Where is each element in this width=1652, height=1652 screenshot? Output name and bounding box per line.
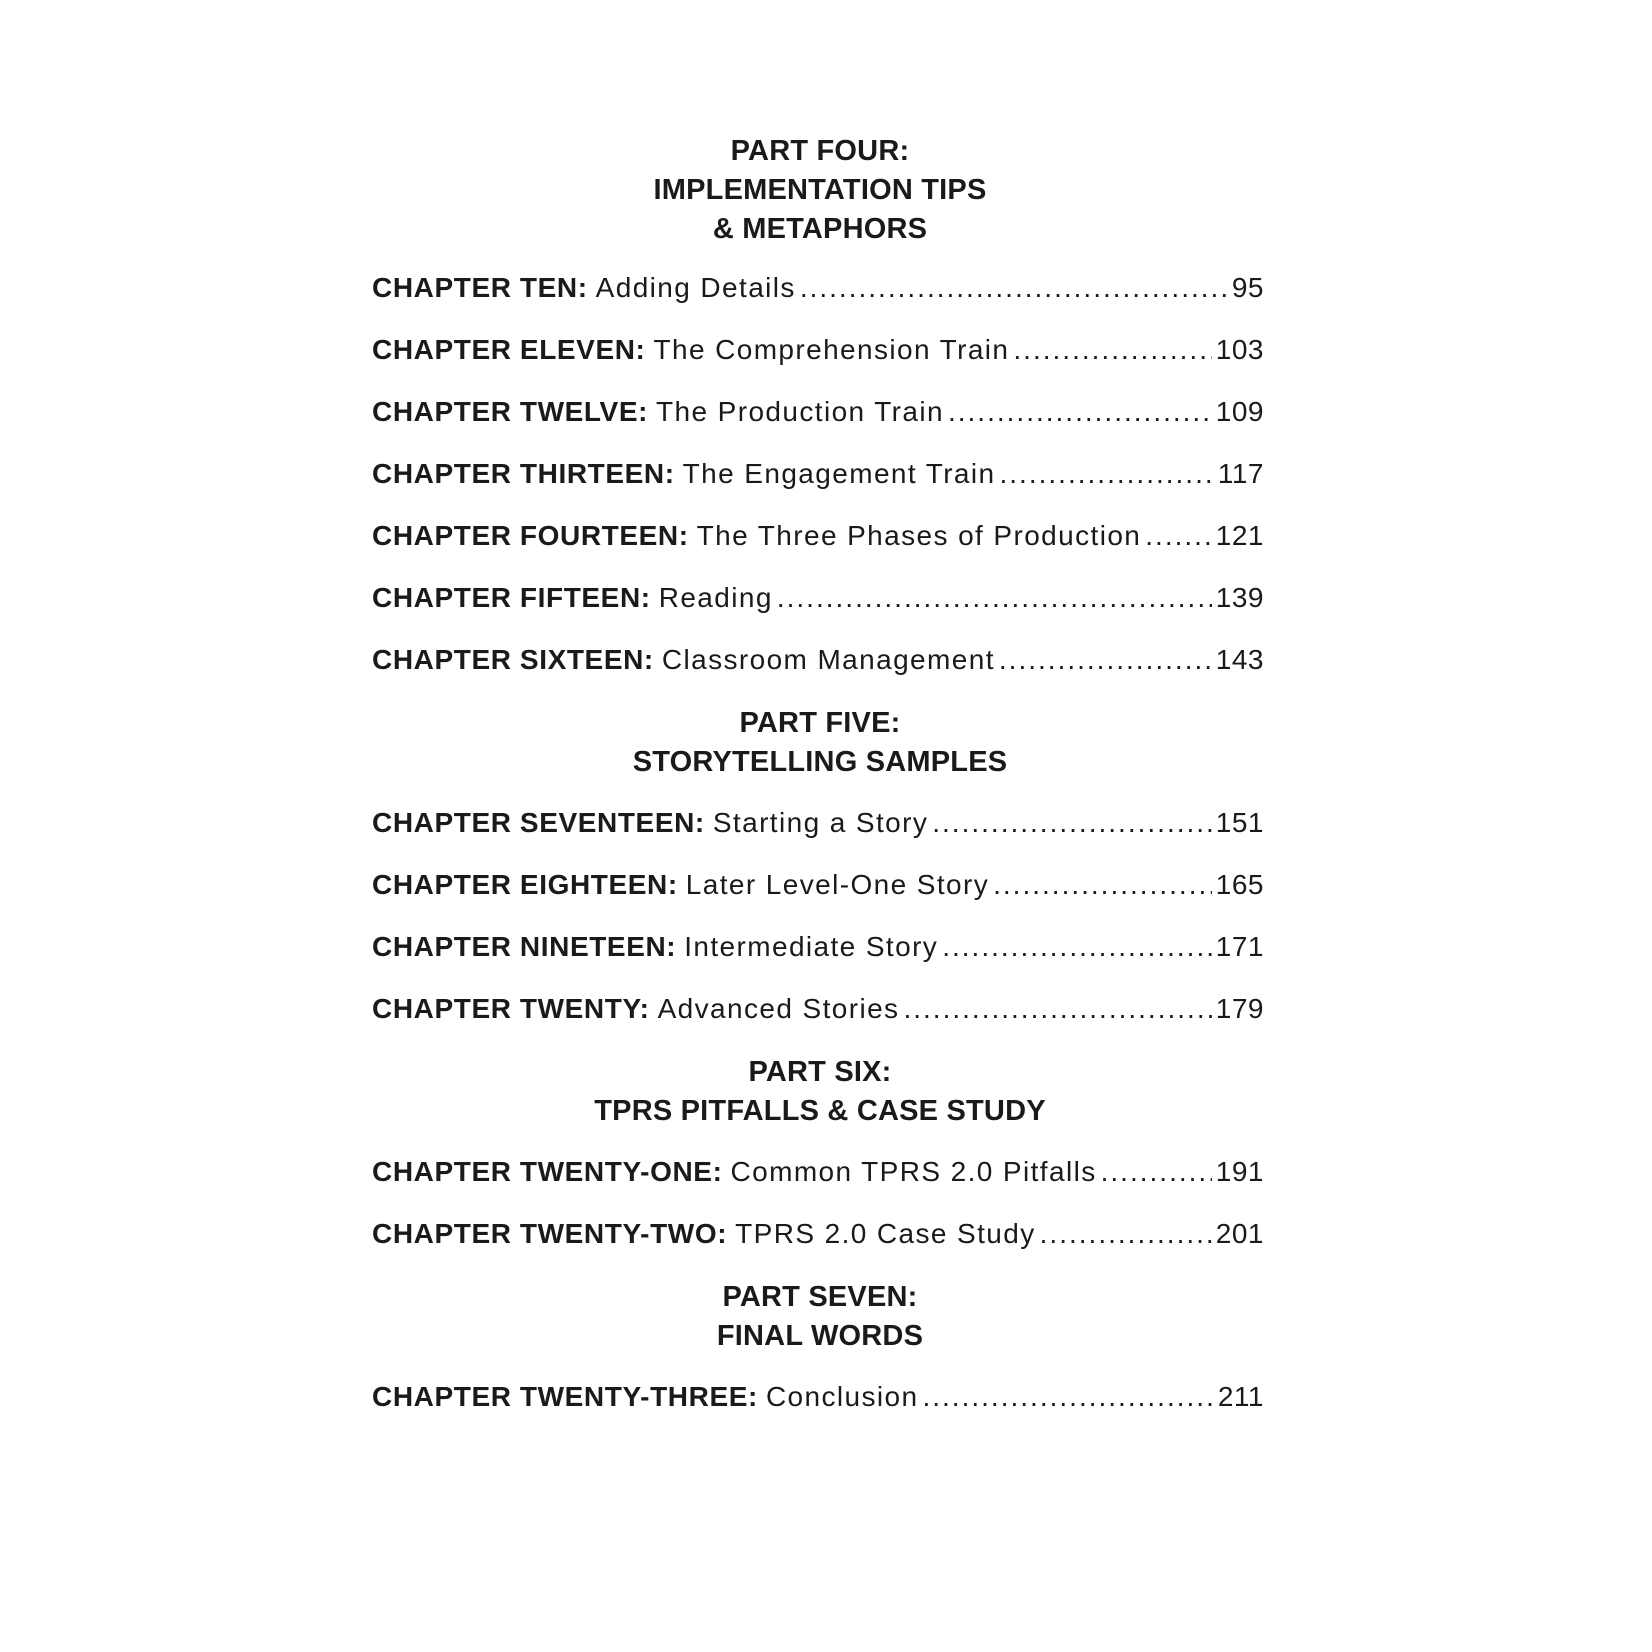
- chapter-title: Common TPRS 2.0 Pitfalls: [730, 1156, 1097, 1187]
- page-number: 109: [1215, 396, 1264, 427]
- chapter-title: The Engagement Train: [682, 458, 996, 489]
- toc-entry-chapter-seventeen: [372, 803, 1264, 843]
- chapter-label: CHAPTER SIXTEEN:: [372, 644, 654, 675]
- part-heading-line: PART SIX:: [748, 1056, 892, 1088]
- chapter-label: CHAPTER FOURTEEN:: [372, 520, 689, 551]
- toc-entry-chapter-ten: [372, 268, 1264, 308]
- part-heading-line: FINAL WORDS: [716, 1320, 924, 1352]
- chapter-label: CHAPTER TWENTY-TWO:: [372, 1218, 728, 1249]
- leader-dots: [948, 392, 1212, 432]
- chapter-label: CHAPTER TWENTY:: [372, 993, 650, 1024]
- page-number: 179: [1215, 993, 1264, 1024]
- chapter-label: CHAPTER TWENTY-THREE:: [372, 1381, 758, 1412]
- leader-dots: [942, 927, 1212, 967]
- page-number: 139: [1215, 582, 1264, 613]
- part-six-heading: [300, 1053, 1340, 1131]
- page-number: 165: [1215, 869, 1264, 900]
- chapter-title: Reading: [658, 582, 773, 613]
- part-heading-line: PART SEVEN:: [722, 1281, 918, 1313]
- toc-entry-chapter-twenty-one: [372, 1152, 1264, 1192]
- leader-dots: [1040, 1214, 1212, 1254]
- toc-entry-chapter-eighteen: [372, 865, 1264, 905]
- chapter-label: CHAPTER SEVENTEEN:: [372, 807, 705, 838]
- page-number: 143: [1215, 644, 1264, 675]
- part-heading-line: PART FIVE:: [739, 707, 901, 739]
- leader-dots: [922, 1377, 1213, 1417]
- chapter-title: The Production Train: [656, 396, 944, 427]
- toc-entry-chapter-fourteen: [372, 516, 1264, 556]
- chapter-title: Classroom Management: [661, 644, 995, 675]
- page-number: 171: [1215, 931, 1264, 962]
- chapter-label: CHAPTER TWELVE:: [372, 396, 649, 427]
- chapter-title: Conclusion: [765, 1381, 919, 1412]
- toc-entry-chapter-twenty-three: [372, 1377, 1264, 1417]
- part-five-heading: [300, 704, 1340, 782]
- toc-entry-chapter-fifteen: [372, 578, 1264, 618]
- chapter-title: Advanced Stories: [657, 993, 900, 1024]
- page-number: 201: [1215, 1218, 1264, 1249]
- chapter-label: CHAPTER THIRTEEN:: [372, 458, 675, 489]
- part-heading-line: STORYTELLING SAMPLES: [632, 746, 1008, 778]
- chapter-label: CHAPTER ELEVEN:: [372, 334, 646, 365]
- toc-entry-chapter-sixteen: [372, 640, 1264, 680]
- toc-entry-chapter-twenty: [372, 989, 1264, 1029]
- chapter-label: CHAPTER TEN:: [372, 272, 588, 303]
- page-number: 191: [1215, 1156, 1264, 1187]
- page-number: 95: [1231, 272, 1264, 303]
- part-heading-line: PART FOUR:: [730, 135, 910, 167]
- chapter-label: CHAPTER FIFTEEN:: [372, 582, 651, 613]
- leader-dots: [777, 578, 1212, 618]
- chapter-label: CHAPTER TWENTY-ONE:: [372, 1156, 723, 1187]
- toc-entry-chapter-thirteen: [372, 454, 1264, 494]
- toc-entry-chapter-nineteen: [372, 927, 1264, 967]
- chapter-title: Later Level-One Story: [685, 869, 990, 900]
- leader-dots: [903, 989, 1211, 1029]
- part-heading-line: IMPLEMENTATION TIPS: [653, 174, 987, 206]
- leader-dots: [1145, 516, 1212, 556]
- leader-dots: [999, 640, 1212, 680]
- page-number: 103: [1215, 334, 1264, 365]
- leader-dots: [1000, 454, 1214, 494]
- leader-dots: [1013, 330, 1211, 370]
- toc-entry-chapter-twelve: [372, 392, 1264, 432]
- leader-dots: [993, 865, 1212, 905]
- chapter-title: The Three Phases of Production: [696, 520, 1142, 551]
- part-heading-line: TPRS PITFALLS & CASE STUDY: [594, 1095, 1046, 1127]
- part-heading-line: & METAPHORS: [712, 213, 928, 245]
- part-four-heading: [300, 132, 1340, 249]
- chapter-label: CHAPTER EIGHTEEN:: [372, 869, 678, 900]
- chapter-title: The Comprehension Train: [653, 334, 1010, 365]
- page-number: 121: [1215, 520, 1264, 551]
- chapter-label: CHAPTER NINETEEN:: [372, 931, 677, 962]
- toc-entry-chapter-twenty-two: [372, 1214, 1264, 1254]
- page-number: 211: [1217, 1381, 1264, 1412]
- page-number: 151: [1215, 807, 1264, 838]
- leader-dots: [800, 268, 1228, 308]
- toc-entry-chapter-eleven: [372, 330, 1264, 370]
- leader-dots: [1101, 1152, 1212, 1192]
- leader-dots: [932, 803, 1212, 843]
- chapter-title: Intermediate Story: [684, 931, 939, 962]
- chapter-title: Adding Details: [595, 272, 796, 303]
- part-seven-heading: [300, 1278, 1340, 1356]
- chapter-title: TPRS 2.0 Case Study: [735, 1218, 1036, 1249]
- chapter-title: Starting a Story: [712, 807, 929, 838]
- page-number: 117: [1217, 458, 1264, 489]
